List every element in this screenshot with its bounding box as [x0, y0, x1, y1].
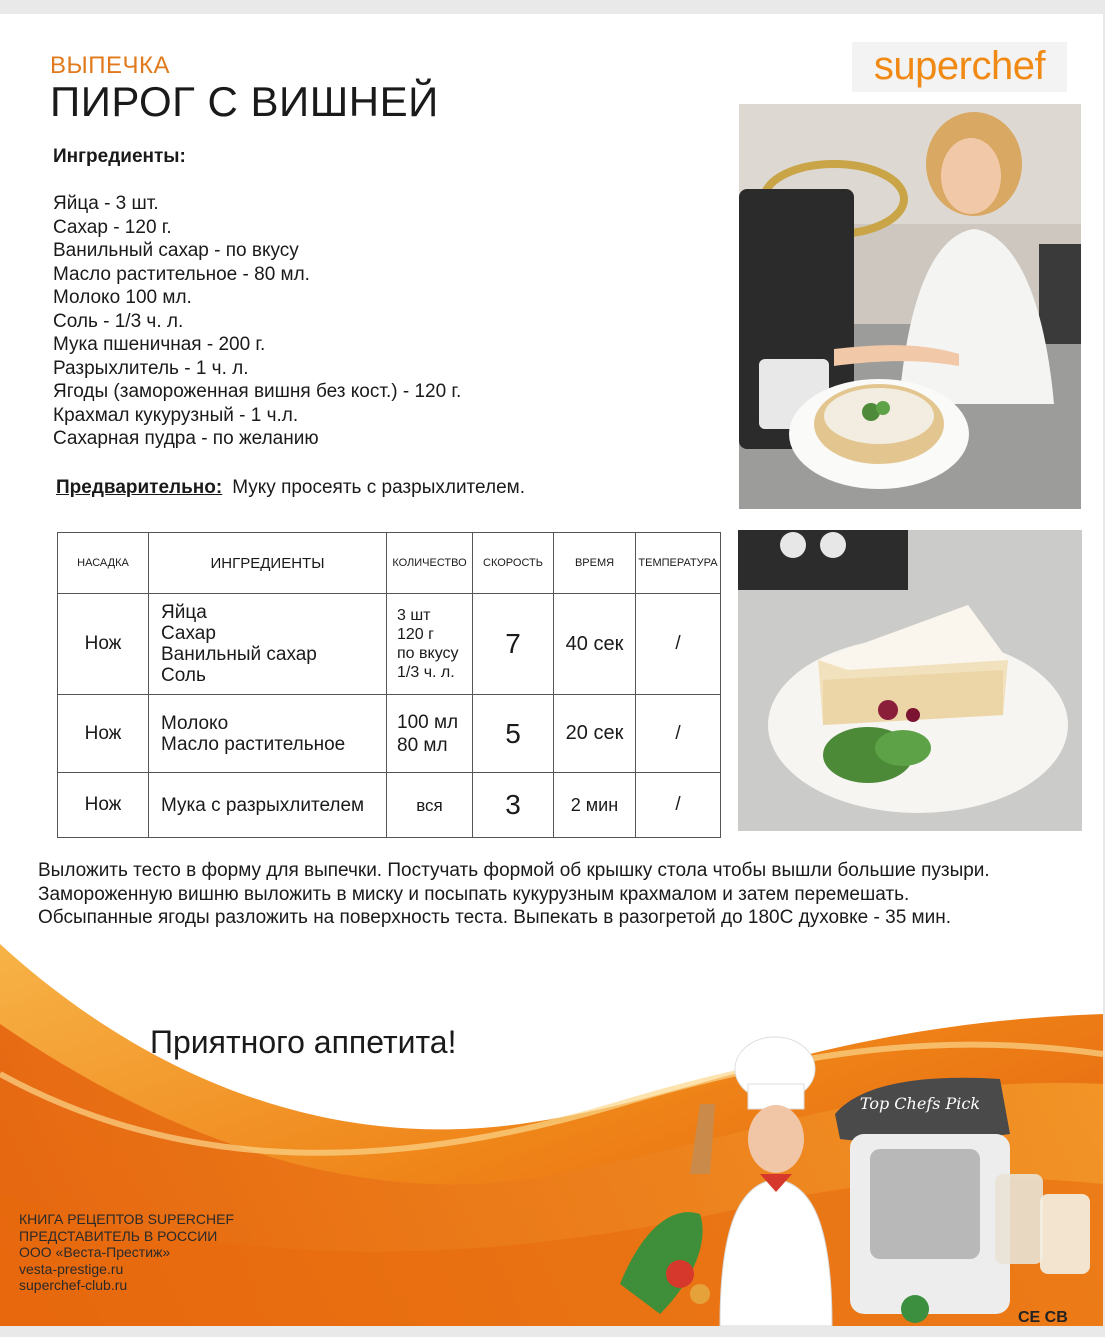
footer-line: vesta-prestige.ru	[19, 1260, 124, 1277]
table-row	[58, 594, 721, 695]
quantity-line: 1/3 ч. л.	[397, 664, 455, 681]
recipe-category: ВЫПЕЧКА	[50, 52, 170, 79]
cell-attachment: Нож	[58, 594, 149, 695]
ingredient-item: Крахмал кукурузный - 1 ч.л.	[53, 404, 299, 426]
table-header-row	[58, 533, 721, 594]
cell-ingredients	[149, 773, 387, 838]
cell-speed: 7	[473, 594, 554, 695]
table-row	[58, 773, 721, 838]
table-row	[58, 695, 721, 773]
cell-temperature: /	[636, 594, 721, 695]
ingredient-item: Мука пшеничная - 200 г.	[53, 334, 266, 355]
ingredient-item: Яйца - 3 шт.	[53, 193, 159, 214]
cell-time: 20 сек	[554, 695, 636, 773]
cell-time: 40 сек	[554, 594, 636, 695]
cell-speed: 5	[473, 695, 554, 773]
cell-ingredients	[149, 695, 387, 773]
footer-line: КНИГА РЕЦЕПТОВ SUPERCHEF	[19, 1211, 235, 1227]
quantity-line: 80 мл	[397, 734, 448, 756]
cell-attachment: Нож	[58, 695, 149, 773]
instructions	[38, 859, 1068, 930]
cell-speed: 3	[473, 773, 554, 838]
ingredient-line: Яйца	[161, 602, 207, 623]
footer-line: ПРЕДСТАВИТЕЛЬ В РОССИИ	[19, 1227, 218, 1244]
quantity-line: вся	[416, 795, 443, 815]
ingredient-line: Сахар	[161, 623, 216, 644]
cell-temperature: /	[636, 773, 721, 838]
ingredient-line: Ванильный сахар	[161, 644, 317, 665]
preliminary-text: Муку просеять с разрыхлителем.	[232, 477, 525, 498]
footer-line: superchef-club.ru	[19, 1277, 128, 1293]
header-speed: СКОРОСТЬ	[473, 533, 554, 594]
header-time: ВРЕМЯ	[554, 533, 636, 594]
pie-slice-photo	[738, 530, 1082, 831]
preliminary-note	[56, 477, 525, 499]
ingredient-item: Молоко 100 мл.	[53, 287, 192, 308]
chef-and-machine-illustration	[600, 1024, 1103, 1326]
chef-photo-illustration	[739, 104, 1081, 509]
recipe-steps-table	[57, 532, 721, 838]
cell-time: 2 мин	[554, 773, 636, 838]
header-quantity: КОЛИЧЕСТВО	[387, 533, 473, 594]
instruction-paragraph: Выложить тесто в форму для выпечки. Постучать формой об крышку стола чтобы вышли большие пузыри.	[38, 860, 990, 881]
ingredients-heading: Ингредиенты:	[53, 146, 186, 167]
ingredient-item: Масло растительное - 80 мл.	[53, 263, 310, 285]
footer-line: ООО «Веста-Престиж»	[19, 1244, 171, 1260]
cell-quantity	[387, 773, 473, 838]
quantity-line: по вкусу	[397, 645, 459, 662]
machine-lettering: Top Chefs Pick	[859, 1094, 981, 1113]
cell-ingredients	[149, 594, 387, 695]
quantity-line: 3 шт	[397, 607, 431, 624]
ingredient-line: Мука с разрыхлителем	[161, 794, 365, 816]
ingredient-line: Молоко	[161, 712, 229, 734]
superchef-logo: superchef	[852, 42, 1067, 92]
ingredient-item: Разрыхлитель - 1 ч. л.	[53, 357, 249, 379]
instruction-paragraph: Обсыпанные ягоды разложить на поверхность теста. Выпекать в разогретой до 180С духовке - 35 мин.	[38, 907, 951, 928]
cell-attachment: Нож	[58, 773, 149, 838]
pie-slice-illustration	[738, 530, 1082, 831]
quantity-line: 100 мл	[397, 711, 459, 733]
cell-temperature: /	[636, 695, 721, 773]
header-ingredients: ИНГРЕДИЕНТЫ	[149, 533, 387, 594]
recipe-page	[0, 14, 1103, 1326]
cell-quantity	[387, 695, 473, 773]
recipe-title: ПИРОГ С ВИШНЕЙ	[50, 78, 439, 125]
header-temperature: ТЕМПЕРАТУРА	[636, 533, 721, 594]
ingredient-line: Соль	[161, 665, 206, 686]
ingredient-item: Ванильный сахар - по вкусу	[53, 240, 299, 261]
bon-appetit-text: Приятного аппетита!	[150, 1024, 457, 1060]
quantity-line: 120 г	[397, 626, 434, 643]
ingredient-item: Соль - 1/3 ч. л.	[53, 310, 184, 332]
certification-mark: CE CB	[1018, 1309, 1068, 1326]
ingredient-item: Сахар - 120 г.	[53, 216, 172, 238]
chef-with-pie-photo	[739, 104, 1081, 509]
preliminary-label: Предварительно:	[56, 477, 223, 498]
ingredient-item: Ягоды (замороженная вишня без кост.) - 120 г.	[53, 381, 462, 402]
footer-credits	[19, 1211, 234, 1294]
ingredient-line: Масло растительное	[161, 733, 346, 755]
ingredients-list	[53, 192, 461, 451]
cell-quantity	[387, 594, 473, 695]
instruction-paragraph: Замороженную вишню выложить в миску и посыпать кукурузным крахмалом и затем перемешать.	[38, 883, 910, 905]
header-attachment: НАСАДКА	[58, 533, 149, 594]
ingredient-item: Сахарная пудра - по желанию	[53, 428, 319, 449]
